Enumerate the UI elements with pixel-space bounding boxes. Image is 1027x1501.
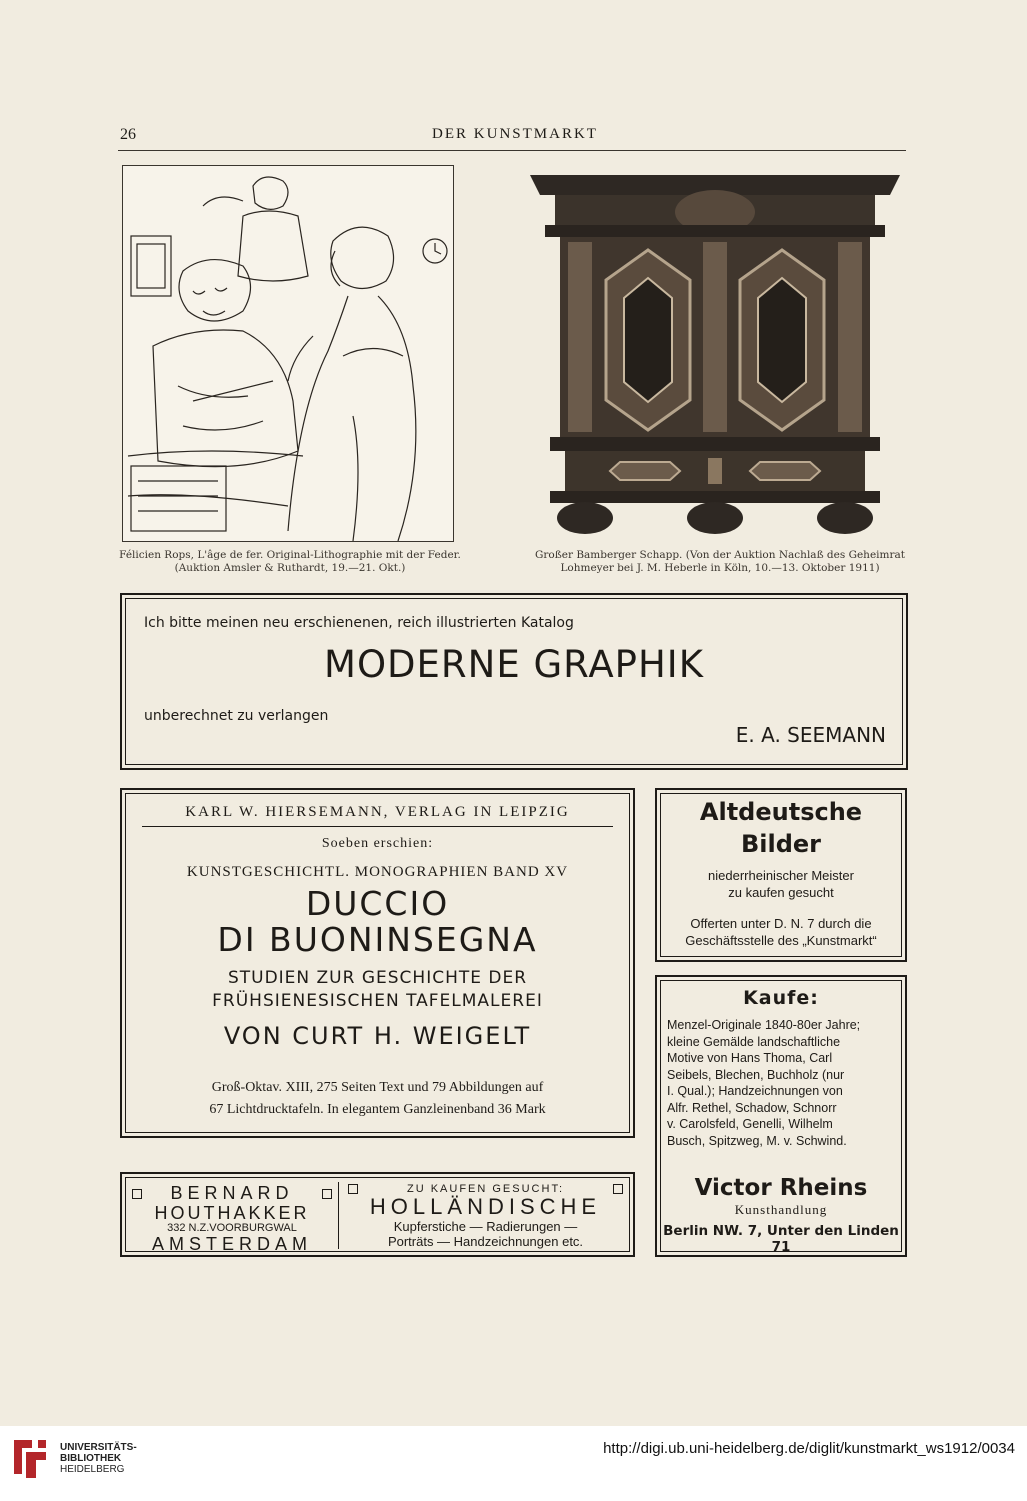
altdeutsche-headline-line-2: Bilder [740,830,822,858]
hiersemann-series: KUNSTGESCHICHTL. MONOGRAPHIEN BAND XV [186,864,569,880]
left-figure-caption [100,549,480,575]
rheins-text [667,1017,895,1149]
square-ornament-icon [132,1189,142,1199]
altdeutsche-desc-line-2: zu kaufen gesucht [728,885,834,900]
seemann-ad [120,593,908,770]
hiersemann-details-line-1: Groß-Oktav. XIII, 275 Seiten Text und 79 Abbildungen auf [211,1080,544,1095]
altdeutsche-offer-line-2: Geschäftsstelle des „Kunstmarkt“ [685,933,877,948]
square-ornament-icon [348,1184,358,1194]
cabinet-drawing [530,170,900,540]
library-line-2: BIBLIOTHEK [60,1453,122,1464]
houthakker-ad [120,1172,635,1257]
source-url-link[interactable]: http://digi.ub.uni-heidelberg.de/diglit/kunstmarkt_ws1912/0034 [603,1440,1015,1457]
houthakker-items-line-2: Porträts — Handzeichnungen etc. [387,1234,584,1249]
houthakker-divider [338,1182,339,1249]
rheins-line: Menzel-Originale 1840-80er Jahre; [667,1018,861,1032]
square-ornament-icon [613,1184,623,1194]
hiersemann-title-line-1: DUCCIO [305,884,450,923]
rheins-line: Busch, Spitzweg, M. v. Schwind. [667,1133,847,1148]
square-ornament-icon [322,1189,332,1199]
altdeutsche-headline-line-1: Altdeutsche [699,798,863,826]
houthakker-category: HOLLÄNDISCHE [369,1194,602,1219]
rheins-line: Alfr. Rethel, Schadow, Schnorr [667,1100,837,1115]
altdeutsche-ad [655,788,907,962]
hiersemann-ad [120,788,635,1138]
rheins-line: I. Qual.); Handzeichnungen von [667,1084,843,1098]
altdeutsche-desc-line-1: niederrheinischer Meister [708,868,854,883]
rheins-dealer-type: Kunsthandlung [734,1202,828,1217]
houthakker-left-col [132,1183,332,1253]
houthakker-line-1: BERNARD [170,1183,294,1203]
hiersemann-subtitle-line-2: FRÜHSIENESISCHEN TAFELMALEREI [212,991,543,1011]
bamberger-schapp-image [530,170,900,540]
seemann-headline: MODERNE GRAPHIK [324,643,704,686]
rheins-ad [655,975,907,1257]
rheins-line: Seibels, Blechen, Buchholz (nur [667,1067,845,1082]
rheins-address: Berlin NW. 7, Unter den Linden 71 [663,1223,899,1255]
rheins-dealer: Victor Rheins [694,1175,868,1201]
houthakker-line-2: HOUTHAKKER [154,1203,310,1223]
header-rule [118,150,906,151]
houthakker-line-4: AMSTERDAM [151,1234,312,1254]
houthakker-wanted: ZU KAUFEN GESUCHT: [406,1183,564,1195]
rheins-line: kleine Gemälde landschaftliche [667,1034,841,1049]
hiersemann-author: VON CURT H. WEIGELT [223,1022,532,1050]
rops-lithograph-image [122,165,454,542]
seemann-request: unberechnet zu verlangen [144,708,329,724]
hiersemann-announcement: Soeben erschien: [321,836,434,851]
lithograph-sketch [123,166,453,541]
rheins-headline: Kaufe: [743,987,819,1009]
hiersemann-publisher: KARL W. HIERSEMANN, VERLAG IN LEIPZIG [185,804,570,820]
rheins-line: Motive von Hans Thoma, Carl [667,1051,833,1065]
hiersemann-rule [142,826,613,827]
heidelberg-library-logo-icon [10,1434,50,1482]
page-number: 26 [120,126,136,143]
houthakker-line-3: 332 N.Z.VOORBURGWAL [167,1222,297,1234]
right-caption-line-2: Lohmeyer bei J. M. Heberle in Köln, 10.—13. Oktober 1911) [560,562,880,574]
hiersemann-details-line-2: 67 Lichtdrucktafeln. In elegantem Ganzleinenband 36 Mark [209,1102,546,1117]
houthakker-name-row [132,1183,332,1204]
right-caption-line-1: Großer Bamberger Schapp. (Von der Auktion Nachlaß des Geheimrat [535,549,905,561]
left-caption-line-2: (Auktion Amsler & Ruthardt, 19.—21. Okt.) [174,562,406,574]
library-line-3: HEIDELBERG [60,1464,125,1475]
left-caption-line-1: Félicien Rops, L'âge de fer. Original-Lithographie mit der Feder. [119,549,461,561]
houthakker-right-col [348,1183,623,1249]
seemann-intro: Ich bitte meinen neu erschienenen, reich illustrierten Katalog [144,615,574,631]
library-name [60,1442,137,1475]
digitization-footer [0,1426,1027,1501]
hiersemann-title-line-2: DI BUONINSEGNA [217,920,538,959]
houthakker-items-line-1: Kupferstiche — Radierungen — [393,1219,578,1234]
right-figure-caption [510,549,930,575]
seemann-publisher: E. A. SEEMANN [735,723,886,747]
running-title: DER KUNSTMARKT [432,126,598,142]
hiersemann-subtitle-line-1: STUDIEN ZUR GESCHICHTE DER [227,968,528,988]
altdeutsche-offer-line-1: Offerten unter D. N. 7 durch die [690,916,872,931]
library-line-1: UNIVERSITÄTS- [60,1442,137,1453]
rheins-line: v. Carolsfeld, Genelli, Wilhelm [667,1117,833,1131]
